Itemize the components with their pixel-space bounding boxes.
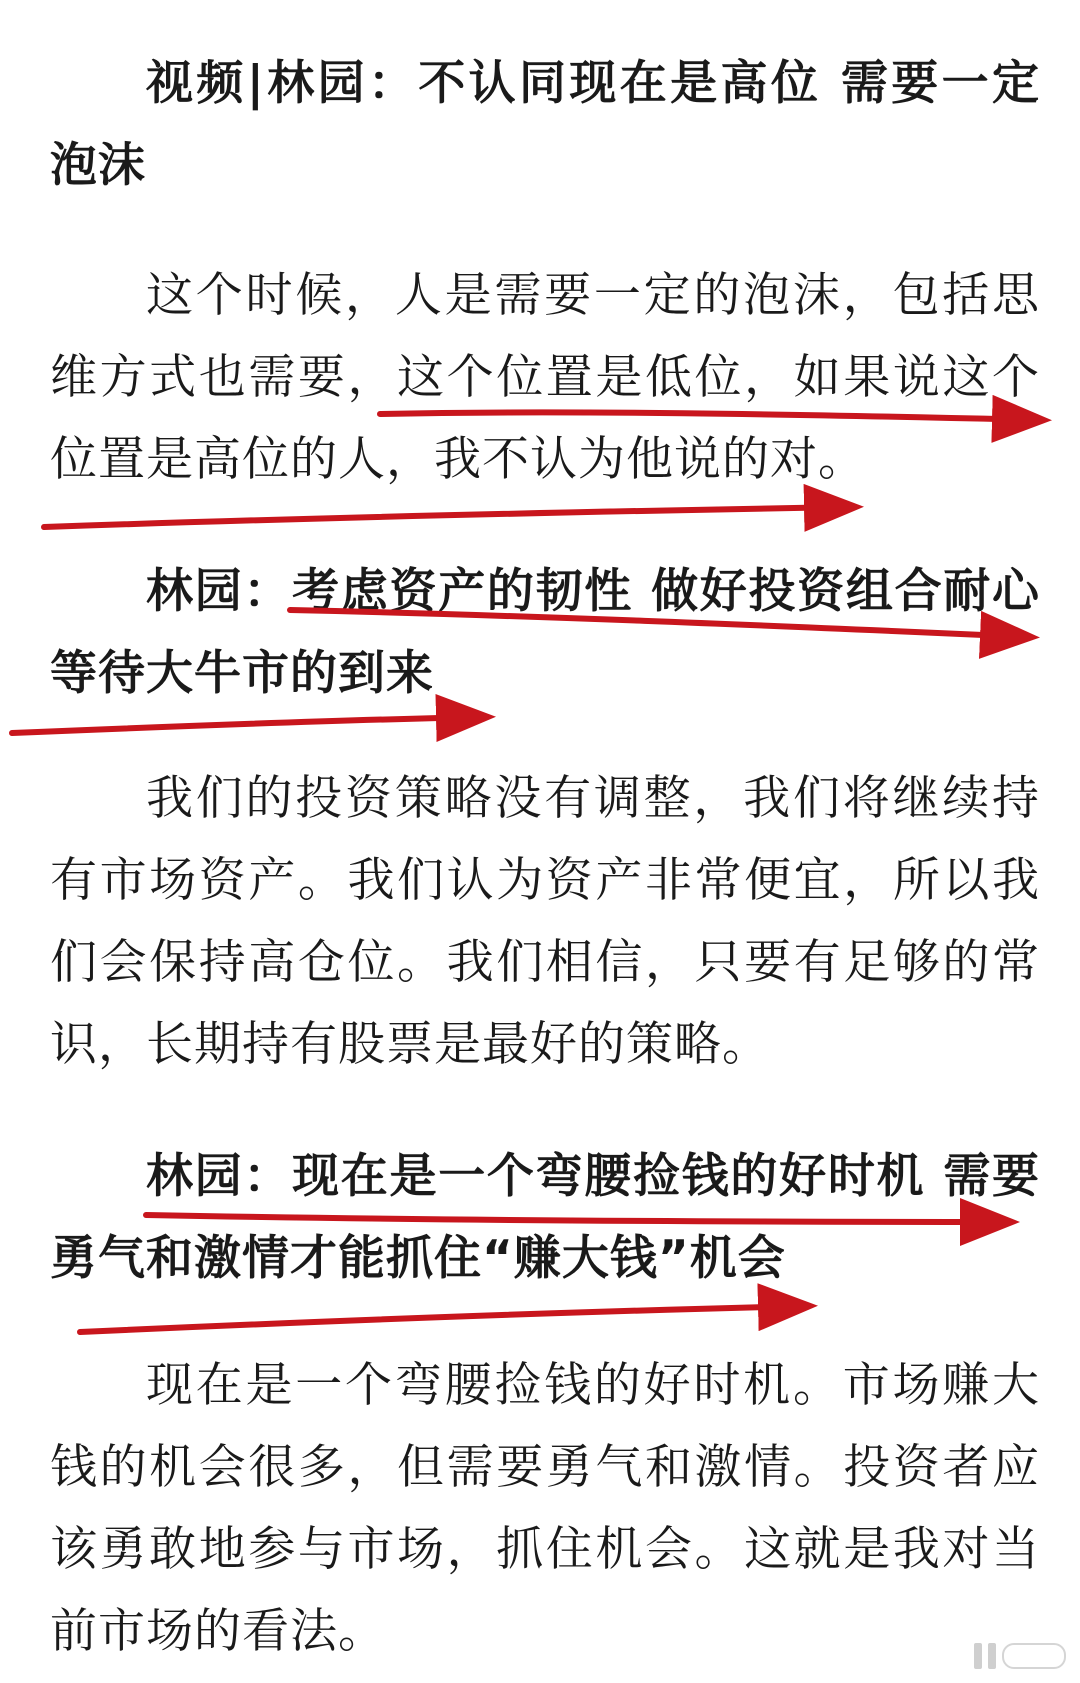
headline-2: 林园：考虑资产的韧性 做好投资组合耐心等待大牛市的到来 (50, 564, 1040, 701)
underline-arrow-6 (80, 1306, 806, 1332)
paragraph-1: 这个时候，人是需要一定的泡沫，包括思维方式也需要，这个位置是低位，如果说这个位置是高位的人，我不认为他说的对。 (50, 268, 1040, 487)
underline-arrow-4 (12, 717, 484, 733)
underline-arrow-2 (44, 507, 852, 527)
watermark-logo (974, 1643, 1066, 1669)
headline-1: 视频|林园：不认同现在是高位 需要一定泡沫 (50, 56, 1040, 193)
watermark-bar-icon (988, 1643, 996, 1669)
watermark-pill-icon (1002, 1643, 1066, 1669)
paragraph-2: 我们的投资策略没有调整，我们将继续持有市场资产。我们认为资产非常便宜，所以我们会保持高仓位。我们相信，只要有足够的常识，长期持有股票是最好的策略。 (50, 771, 1040, 1072)
watermark-bar-icon (974, 1643, 982, 1669)
paragraph-3: 现在是一个弯腰捡钱的好时机。市场赚大钱的机会很多，但需要勇气和激情。投资者应该勇敢地参与市场，抓住机会。这就是我对当前市场的看法。 (50, 1358, 1040, 1659)
headline-3: 林园：现在是一个弯腰捡钱的好时机 需要勇气和激情才能抓住“赚大钱”机会 (50, 1149, 1040, 1286)
